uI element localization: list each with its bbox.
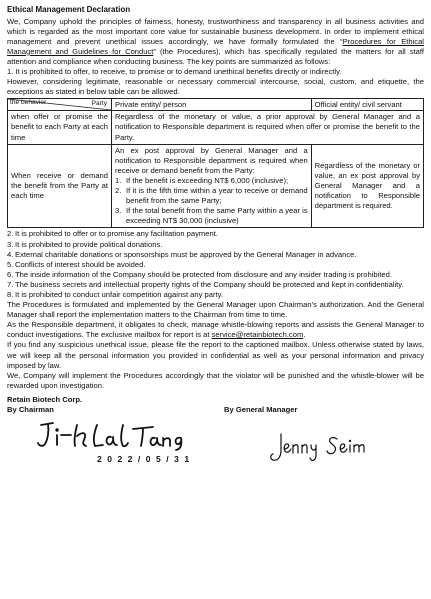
row-offer-rule: Regardless of the monetary or value, a prior approval by General Manager and a notification to Responsible department is required when offer or promise the benefit to the Party. (112, 111, 424, 144)
header-official: Official entity/ civil servant (311, 99, 423, 111)
row-receive-behavior: When receive or demand the benefit from the Party at each time (8, 144, 112, 228)
procedures-title: Procedures for Ethical Management and Guidelines for Conduct (7, 36, 424, 56)
closing-paragraph-1: The Procedures is formulated and implemented by the General Manager upon Chairman’s authorization. And the General Manager shall report the implementation matters to the Chairman from time to time. (7, 300, 424, 320)
signature-block (7, 395, 424, 475)
signature-date: 2022/05/31 (97, 453, 195, 464)
list-item: 6. The inside information of the Company should be protected from disclosure and any insider trading is prohibited. (7, 269, 392, 279)
report-email-link[interactable]: service@retainbiotech.com (211, 330, 304, 340)
row-receive-private-list (115, 176, 308, 226)
chairman-signature (35, 419, 185, 451)
corner-label-behavior: the behavior (10, 99, 47, 107)
closing-paragraph-4: We, Company will implement the Procedures accordingly that the violator will be punished and the whistle-blower will be rewarded upon investigation. (7, 370, 424, 390)
exceptions-paragraph: However, considering legitimate, reasonable or necessary commercial intercourse, social, custom, and etiquette, the exceptions as stated in below table can be allowed. (7, 77, 424, 97)
general-manager-signature (267, 430, 375, 464)
row-receive-official: Regardless of the monetary or value, an ex post approval by General Manager and a notification to Responsible department is required. (311, 144, 423, 228)
list-item: 3. If the total benefit from the same Party within a year is exceeding NT$ 30,000 (inclusive) (115, 206, 308, 226)
intro-text-a: We, Company uphold the principles of fairness, honesty, trustworthiness and transparency in all business activities and which is regarded as the most important core value for sustainable business development. In order to implement ethical management and prevent unethical issues accordingly, we have formally formulated the “ (7, 16, 424, 46)
table-corner-cell (8, 99, 112, 111)
list-item: 1. If the benefit is exceeding NT$ 6,000 (inclusive); (115, 175, 289, 185)
row-offer-behavior: when offer or promise the benefit to each Party at each time (8, 111, 112, 144)
document-title: Ethical Management Declaration (7, 5, 131, 14)
table-header-row (8, 99, 424, 111)
rules-list (7, 229, 424, 300)
closing-paragraph-3: If you find any suspicious unethical issue, please file the report to the captioned mailbox. Unless otherwise stated by laws, we will keep all the personal information you provided in confidential as well as your personal information and privacy imposed by law. (7, 340, 424, 370)
list-item: 2. If it is the fifth time within a year to receive or demand benefit from the same Party; (115, 186, 308, 206)
intro-text-b: ” (the Procedures), which has specifically regulated the matters for all staff attention and compliance when conducting business. The key points are summarized as follows: (7, 46, 424, 66)
by-chairman-label: By Chairman (7, 404, 54, 414)
table-row-receive (8, 144, 424, 228)
rule-item-1: 1. It is prohibited to offer, to receive, to promise or to demand unethical benefits directly or indirectly. (7, 67, 342, 77)
list-item: 7. The business secrets and intellectual property rights of the Company should be protected and kept in confidentiality. (7, 279, 404, 289)
list-item: 5. Conflicts of interest should be avoided. (7, 259, 146, 269)
list-item: 2. It is prohibited to offer or to promise any facilitation payment. (7, 229, 218, 239)
closing-paragraph-2: As the Responsible department, it obligates to check, manage whistle-blowing reports and assists the General Manager to conduct investigations. The exclusive mailbox for report is at service@retainbiotech.com. (7, 320, 424, 340)
list-item: 4. External charitable donations or sponsorships must be approved by the General Manager in advance. (7, 249, 357, 259)
company-name: Retain Biotech Corp. (7, 394, 83, 404)
header-private: Private entity/ person (112, 99, 312, 111)
table-row-offer (8, 111, 424, 144)
by-general-manager-label: By General Manager (224, 404, 298, 414)
intro-paragraph (7, 17, 424, 67)
corner-label-party: Party (91, 100, 107, 108)
exceptions-table (7, 98, 424, 228)
list-item: 3. It is prohibited to provide political donations. (7, 239, 163, 249)
row-receive-private-intro: An ex post approval by General Manager and a notification to Responsible department is required when receive or demand benefit from the Party: (115, 145, 308, 175)
list-item: 8. It is prohibited to conduct unfair competition against any party. (7, 289, 223, 299)
row-receive-private (112, 144, 312, 228)
